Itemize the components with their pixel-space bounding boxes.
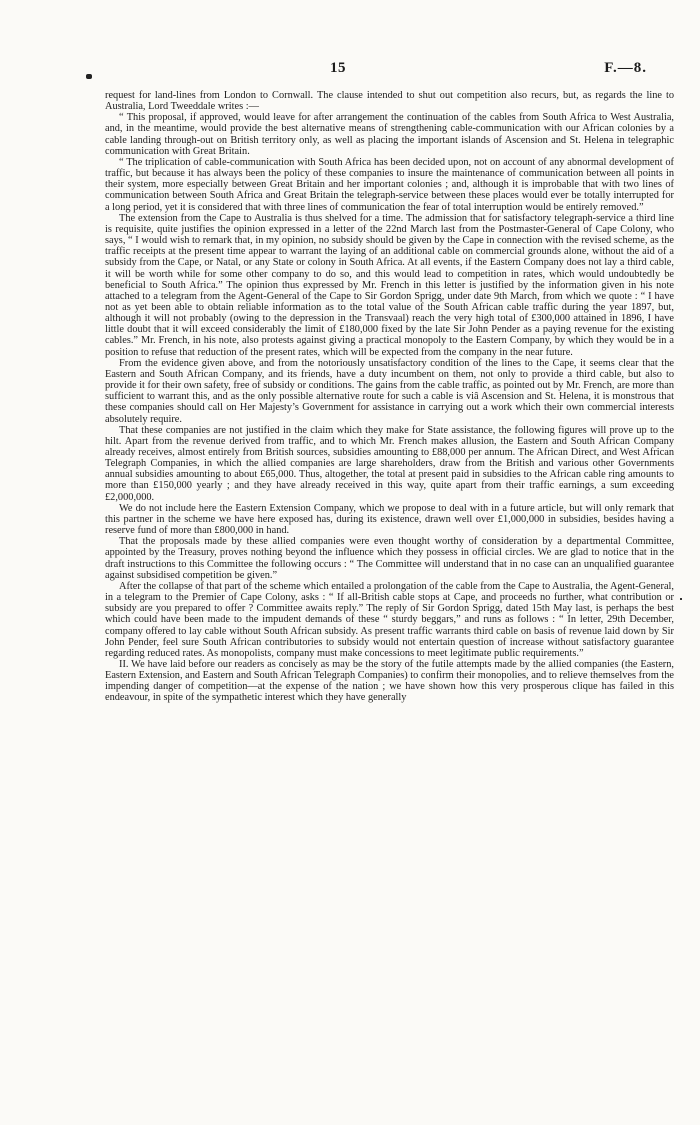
article-body xyxy=(105,90,674,704)
paragraph: That the proposals made by these allied companies were even thought worthy of consideration by a departmental Committee, appointed by the Treasury, proves nothing beyond the influence which they possess in official circles. We are glad to notice that in the draft instructions to this Committee the following occurs : “ The Committee will understand that in no case can an unqualified guarantee against subsidised competition be given.” xyxy=(105,536,674,581)
document-reference: F.—8. xyxy=(604,60,647,76)
paragraph: II. We have laid before our readers as concisely as may be the story of the futile attempts made by the allied companies (the Eastern, Eastern Extension, and Eastern and South African Telegraph Companies) to confirm their monopolies, and to relieve themselves from the impending danger of competition—at the expense of the nation ; we have shown how this very prosperous clique has failed in this endeavour, in spite of the sympathetic interest which they have generally xyxy=(105,658,674,704)
page-number: 15 xyxy=(330,60,346,76)
ink-mark xyxy=(86,74,92,79)
page-header xyxy=(0,60,700,82)
quoted-paragraph: “ The triplication of cable-communication with South Africa has been decided upon, not on account of any abnormal development of traffic, but because it has always been the policy of these companies to insure the maintenance of communication between all points in their system, more especially between Great Britain and her important colonies ; and, although it is improbable that with two lines of communication between South Africa and Great Britain the telegraph-service between these places would ever be totally interrupted for a long period, yet it is considered that with three lines of communication the fear of total interruption would be entirely removed.” xyxy=(105,156,674,213)
paragraph: The extension from the Cape to Australia is thus shelved for a time. The admission that for satisfactory telegraph-service a third line is requisite, quite justifies the opinion expressed in a letter of the 22nd March last from the Postmaster-General of Cape Colony, who says, “ I would wish to remark that, in my opinion, no subsidy should be given by the Cape in connection with the revised scheme, as the traffic receipts at the present time appear to warrant the laying of an additional cable on commercial grounds alone, without the aid of a subsidy from the Cape, or Natal, or any State or colony in South Africa. At all events, if the Eastern Company does not lay a third cable, it will be worth while for some other company to do so, and this would lead to competition in rates, which would undoubtedly be beneficial to South Africa.” The opinion thus expressed by Mr. French in this letter is justified by the information given in his note attached to a telegram from the Agent-General of the Cape to Sir Gordon Sprigg, under date 9th March, from which we quote : “ I have not as yet been able to obtain reliable information as to the total value of the South African cable traffic during the year 1897, but, although it will not probably (owing to the depression in the Transvaal) reach the very high total of £300,000 attained in 1896, I have little doubt that it will exceed considerably the limit of £180,000 fixed by the late Sir John Pender as a paying revenue for the existing cables.” Mr. French, in his note, also protests against giving a practical monopoly to the Eastern Company, by which they would be in a position to refuse that reduction of the present rates, which will be expected from the company in the near future. xyxy=(105,212,674,358)
paragraph: That these companies are not justified in the claim which they make for State assistance, the following figures will prove up to the hilt. Apart from the revenue derived from traffic, and to which Mr. French makes allusion, the Eastern and South African Company already receives, almost entirely from British sources, subsidies amounting to £88,000 per annum. The African Direct, and West African Telegraph Companies, in which the allied companies are large shareholders, draw from the British and various other Governments annual subsidies amounting to about £65,000. Thus, altogether, the total at present paid in subsidies to the African cable ring amounts to more than £150,000 yearly ; and they have already received in this way, quite apart from their traffic earnings, a sum exceeding £2,000,000. xyxy=(105,424,674,503)
paragraph: From the evidence given above, and from the notoriously unsatisfactory condition of the lines to the Cape, it seems clear that the Eastern and South African Company, and its friends, have a duty incumbent on them, not only to provide a third cable, but also to provide it for their own safety, free of subsidy or conditions. The gains from the cable traffic, as pointed out by Mr. French, are more than sufficient to warrant this, and as the only possible alternative route for such a cable is viâ Ascension and St. Helena, it is monstrous that these companies should call on Her Majesty’s Government for assistance in carrying out a work which their own commercial interests absolutely require. xyxy=(105,357,674,425)
ink-dot xyxy=(680,598,682,600)
paragraph: request for land-lines from London to Cornwall. The clause intended to shut out competition also recurs, but, as regards the line to Australia, Lord Tweeddale writes :— xyxy=(105,90,674,113)
paragraph: We do not include here the Eastern Extension Company, which we propose to deal with in a future article, but will only remark that this partner in the scheme we have here exposed has, during its existence, drawn well over £1,000,000 in subsidies, besides having a reserve fund of more than £800,000 in hand. xyxy=(105,502,674,537)
paragraph: After the collapse of that part of the scheme which entailed a prolongation of the cable from the Cape to Australia, the Agent-General, in a telegram to the Premier of Cape Colony, asks : “ If all-British cable stops at Cape, and proceeds no further, what contribution or subsidy are you prepared to offer ? Committee awaits reply.” The reply of Sir Gordon Sprigg, dated 15th May last, is perhaps the best which could have been made to the impudent demands of these “ sturdy beggars,” and runs as follows : “ In letter, 29th December, company offered to lay cable without South African subsidy. As present traffic warrants third cable on basis of revenue laid down by Sir John Pender, feel sure South African contributories to subsidy would not entertain question of increase without satisfactory guarantee regarding reduced rates. As monopolists, company must make concessions to meet legitimate public requirements.” xyxy=(105,580,674,659)
quoted-paragraph: “ This proposal, if approved, would leave for after arrangement the continuation of the cables from South Africa to West Australia, and, in the meantime, would provide the best alternative means of strengthening cable-communication with our African colonies by a cable landing through-out on British territory only, as well as placing the important islands of Ascension and St. Helena in telegraphic communication with Great Britain. xyxy=(105,112,674,157)
